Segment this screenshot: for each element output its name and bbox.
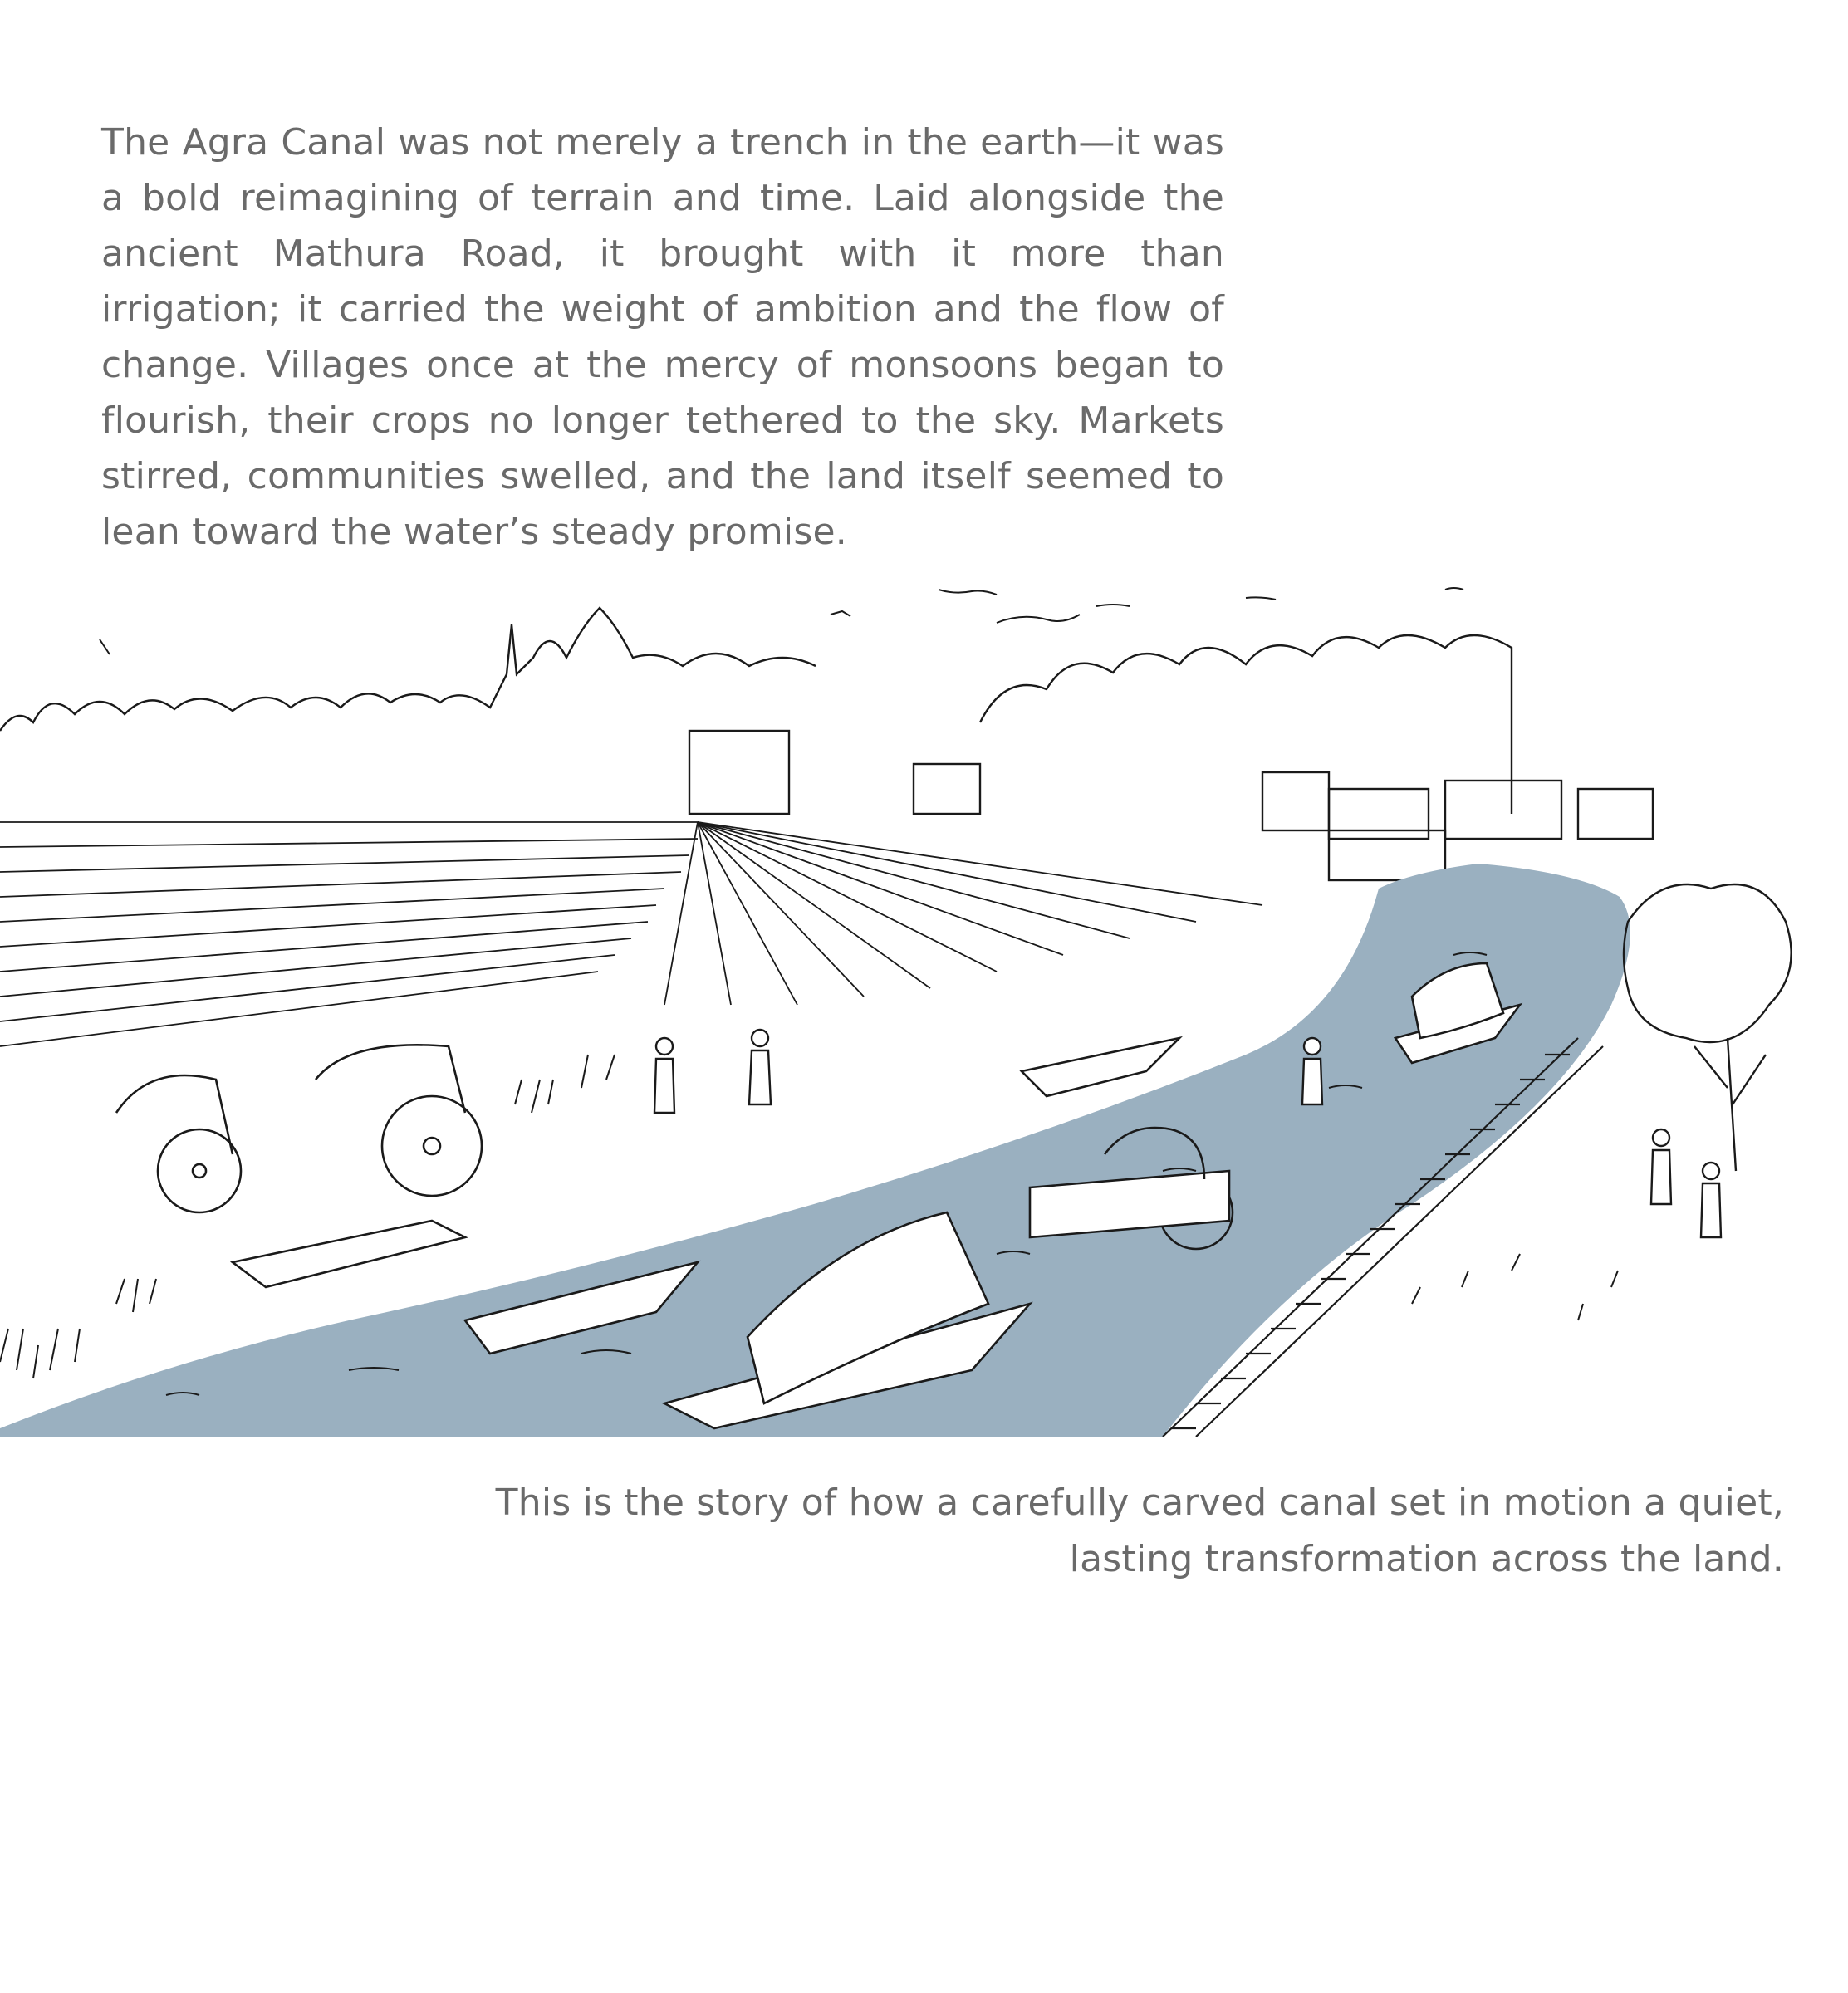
fields bbox=[0, 822, 1262, 1046]
bullock-carts-bank bbox=[116, 1045, 482, 1287]
trees-right bbox=[1624, 884, 1792, 1171]
sky-birds bbox=[100, 588, 1463, 654]
closing-line-2: lasting transformation across the land. bbox=[1069, 1538, 1784, 1580]
closing-text bbox=[372, 1475, 1784, 1588]
intro-paragraph: The Agra Canal was not merely a trench in the earth—it was a bold reimagining of terrain and time. Laid alongside the ancient Mathura Road, it brought with it more than irrigation; it carried the weight of ambition and the flow of change. Villages once at the mercy of monsoons began to flourish, their crops no longer tethered to the sky. Markets stirred, communities swelled, and the land itself seemed to lean toward the water’s steady promise. bbox=[101, 121, 1224, 553]
agra-canal-illustration bbox=[0, 573, 1794, 1437]
closing-line-1: This is the story of how a carefully carved canal set in motion a quiet, bbox=[495, 1481, 1784, 1524]
skyline bbox=[0, 608, 1653, 880]
